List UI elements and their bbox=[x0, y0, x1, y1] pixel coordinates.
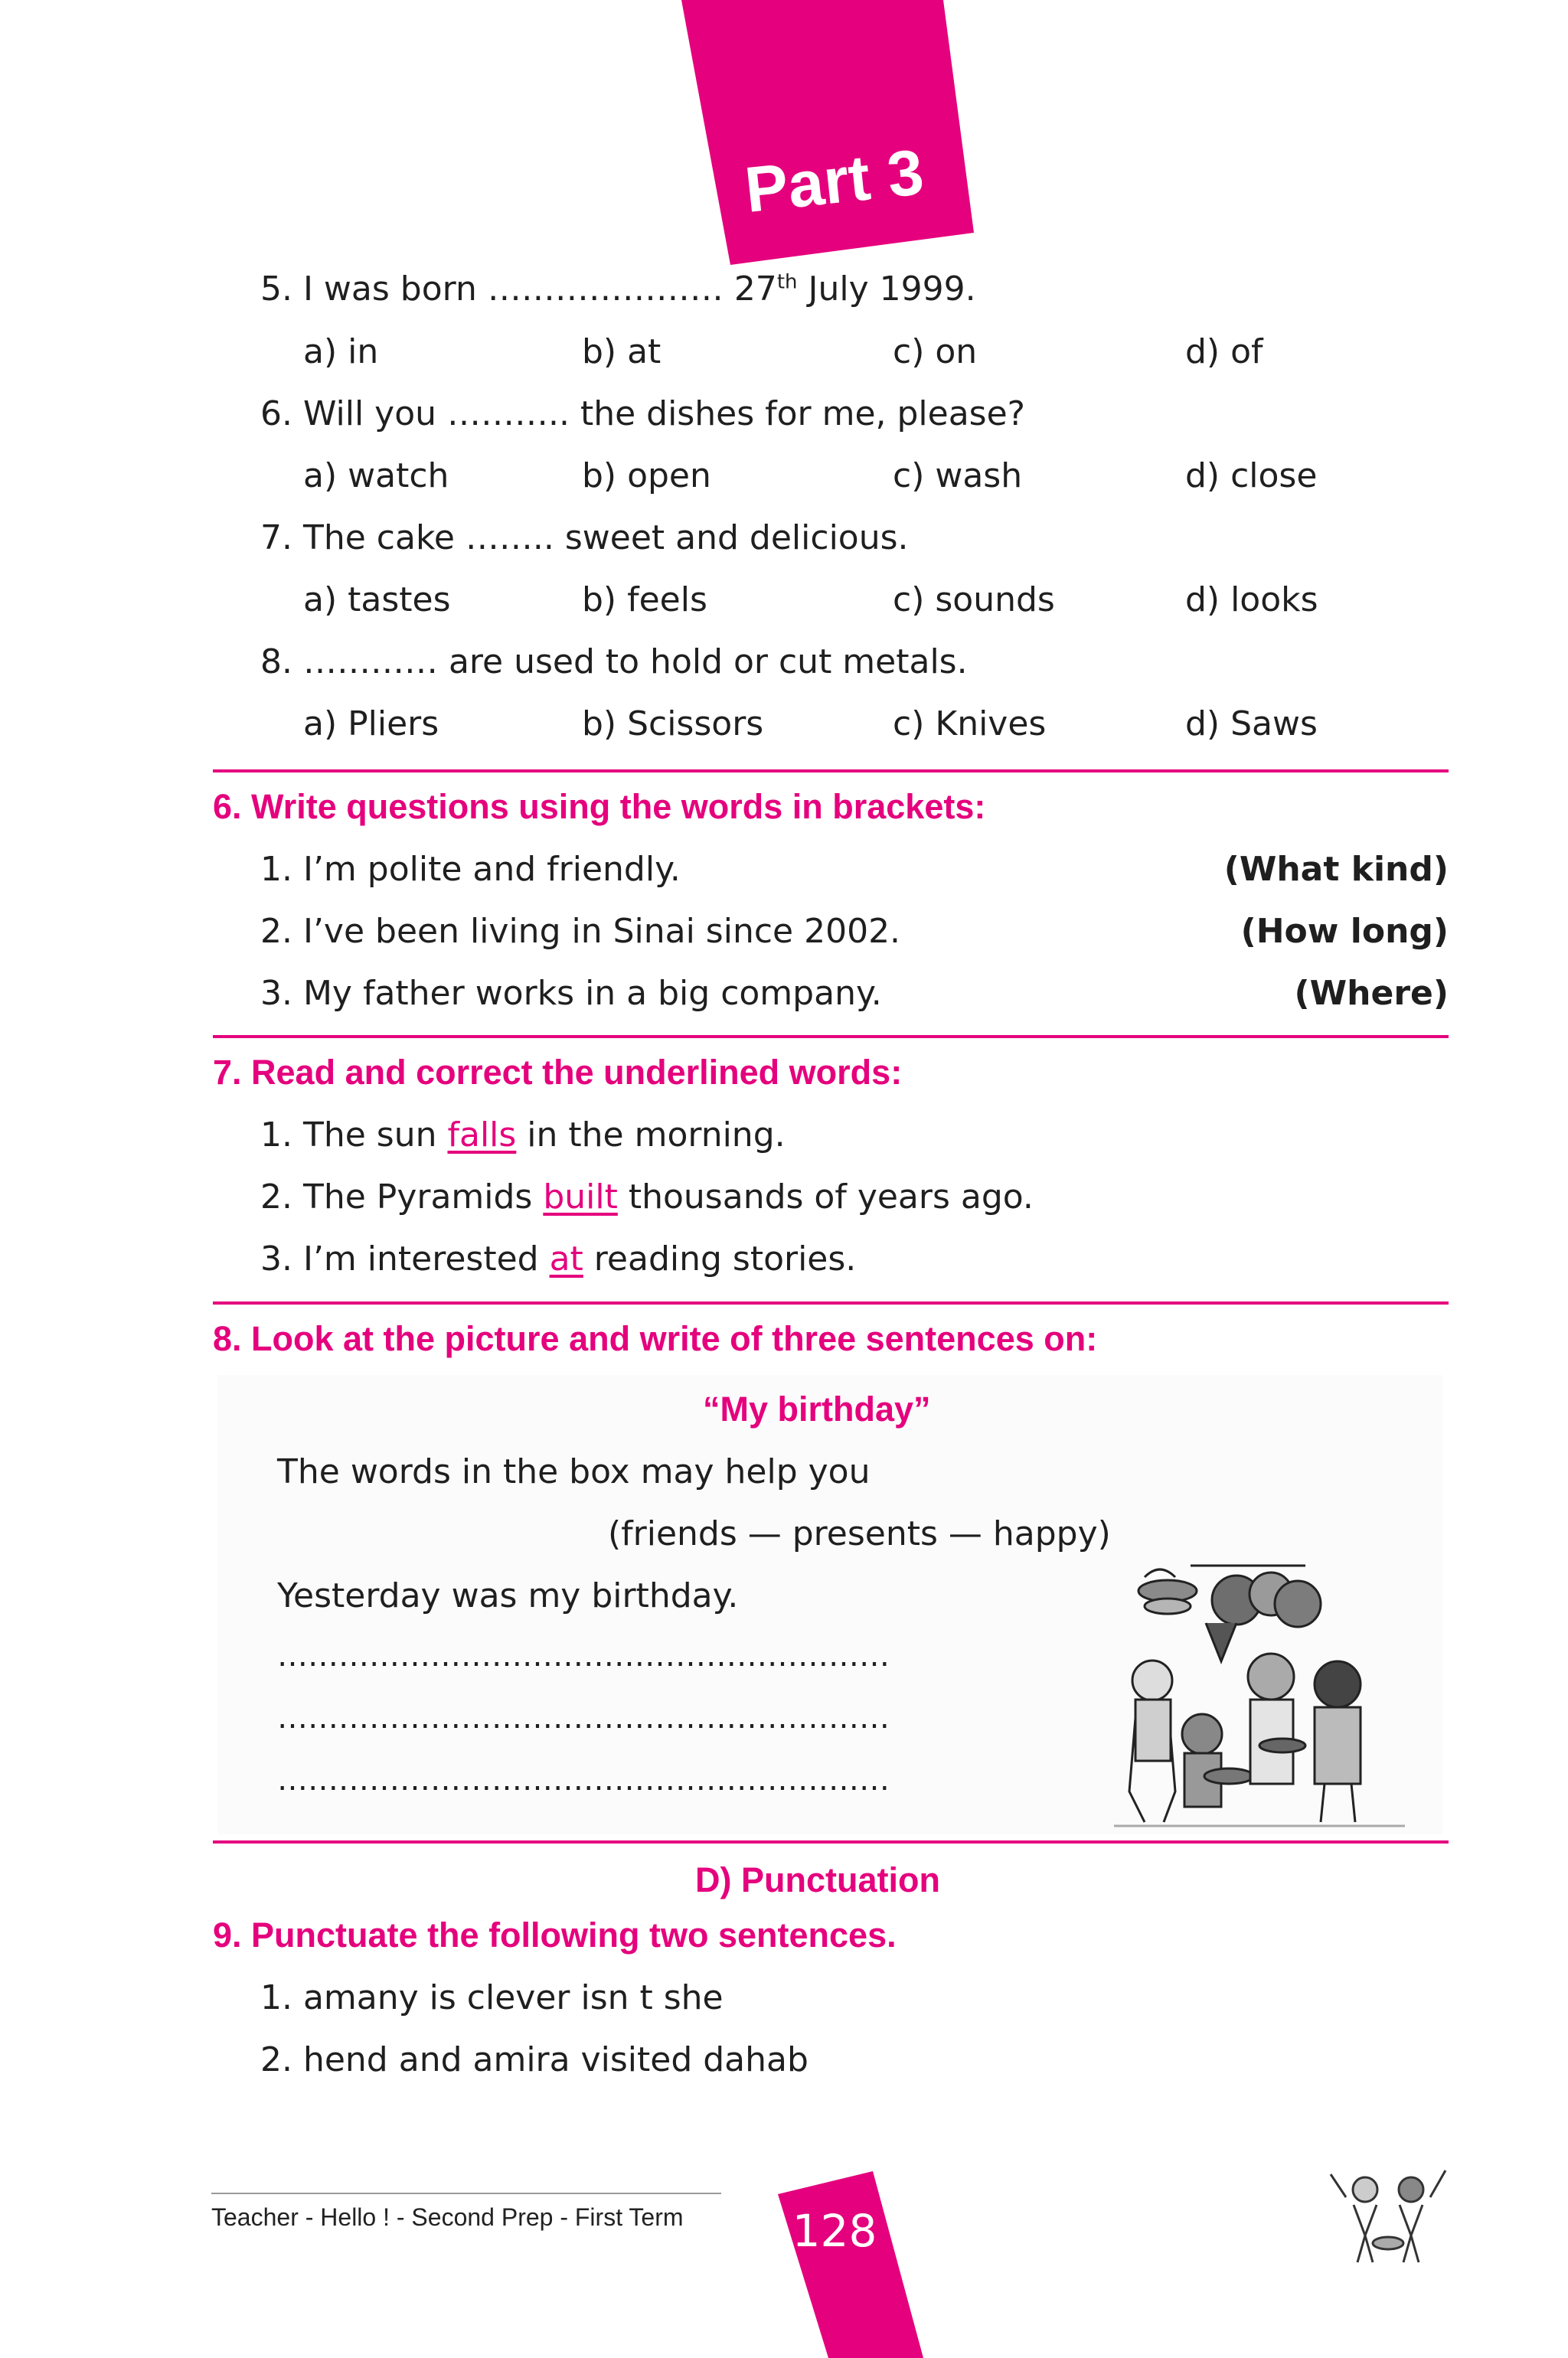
question-7: 7. The cake …….. sweet and delicious. bbox=[260, 518, 909, 557]
q6-option-d: d) close bbox=[1185, 456, 1318, 495]
underlined-word: falls bbox=[447, 1115, 517, 1155]
divider bbox=[213, 1301, 1449, 1305]
page-number-tab bbox=[773, 2164, 926, 2358]
hint-text: The words in the box may help you bbox=[277, 1452, 871, 1491]
underlined-word: at bbox=[549, 1239, 583, 1279]
section-8-heading: 8. Look at the picture and write of three sentences on: bbox=[213, 1319, 1098, 1358]
section-6-item-1: 1. I’m polite and friendly. bbox=[260, 850, 681, 889]
part-banner-label: Part 3 bbox=[741, 136, 927, 226]
answer-line-3: …………………………………………………… bbox=[277, 1762, 890, 1798]
topic-title: “My birthday” bbox=[703, 1390, 931, 1429]
part-banner bbox=[674, 0, 995, 276]
section-6-item-3: 3. My father works in a big company. bbox=[260, 974, 882, 1013]
q7-option-a: a) tastes bbox=[303, 580, 451, 619]
answer-line-2: …………………………………………………… bbox=[277, 1700, 890, 1736]
q6-option-c: c) wash bbox=[893, 456, 1023, 495]
q6-option-b: b) open bbox=[582, 456, 711, 495]
section-7-item-1: 1. The sun falls in the morning. bbox=[260, 1115, 786, 1155]
q8-option-d: d) Saws bbox=[1185, 704, 1318, 743]
q8-option-a: a) Pliers bbox=[303, 704, 439, 743]
birthday-illustration bbox=[1114, 1546, 1405, 1830]
q5-option-a: a) in bbox=[303, 332, 379, 371]
underlined-word: built bbox=[543, 1177, 618, 1217]
q8-option-b: b) Scissors bbox=[582, 704, 764, 743]
footer-mascot-illustration bbox=[1323, 2159, 1453, 2266]
q5-option-b: b) at bbox=[582, 332, 662, 371]
section-6-heading: 6. Write questions using the words in brackets: bbox=[213, 787, 986, 826]
section-7-heading: 7. Read and correct the underlined words: bbox=[213, 1053, 903, 1092]
divider bbox=[213, 769, 1449, 772]
divider bbox=[213, 1035, 1449, 1038]
footer-text: Teacher - Hello ! - Second Prep - First Term bbox=[211, 2203, 684, 2231]
page-number: 128 bbox=[792, 2205, 877, 2257]
section-6-item-2: 2. I’ve been living in Sinai since 2002. bbox=[260, 912, 901, 951]
word-box: (friends — presents — happy) bbox=[608, 1514, 1111, 1553]
divider bbox=[213, 1840, 1449, 1844]
q5-option-c: c) on bbox=[893, 332, 978, 371]
opening-sentence: Yesterday was my birthday. bbox=[277, 1576, 739, 1615]
q7-option-b: b) feels bbox=[582, 580, 707, 619]
section-7-item-3: 3. I’m interested at reading stories. bbox=[260, 1239, 857, 1279]
footer-rule bbox=[211, 2193, 721, 2194]
section-d-title: D) Punctuation bbox=[695, 1860, 940, 1899]
q5-option-d: d) of bbox=[1185, 332, 1263, 371]
answer-line-1: …………………………………………………… bbox=[277, 1638, 890, 1674]
section-6-bracket-2: (How long) bbox=[1240, 912, 1449, 951]
q7-option-c: c) sounds bbox=[893, 580, 1055, 619]
section-6-bracket-3: (Where) bbox=[1294, 974, 1449, 1013]
question-6: 6. Will you ……….. the dishes for me, please? bbox=[260, 394, 1026, 433]
section-9-item-2: 2. hend and amira visited dahab bbox=[260, 2040, 808, 2079]
section-6-bracket-1: (What kind) bbox=[1223, 850, 1449, 889]
q7-option-d: d) looks bbox=[1185, 580, 1318, 619]
section-7-item-2: 2. The Pyramids built thousands of years ago. bbox=[260, 1177, 1034, 1217]
section-9-item-1: 1. amany is clever isn t she bbox=[260, 1978, 724, 2017]
q6-option-a: a) watch bbox=[303, 456, 449, 495]
q8-option-c: c) Knives bbox=[893, 704, 1047, 743]
question-5: 5. I was born ………………… 27th July 1999. bbox=[260, 269, 976, 309]
section-9-heading: 9. Punctuate the following two sentences. bbox=[213, 1915, 897, 1955]
question-8: 8. ………… are used to hold or cut metals. bbox=[260, 642, 968, 681]
